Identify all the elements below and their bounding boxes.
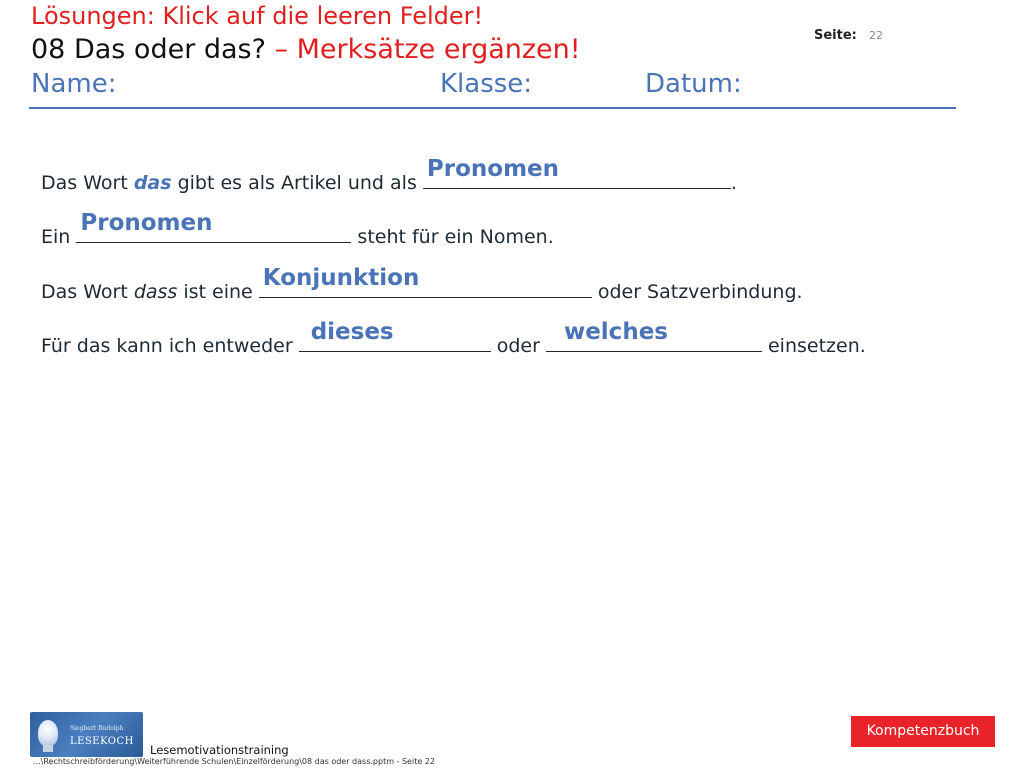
sentence-2: [41, 210, 554, 250]
sentence-text: oder: [490, 335, 546, 357]
answer-1[interactable]: Pronomen: [426, 156, 560, 182]
leskoch-logo: [30, 712, 143, 757]
title-subtitle: Merksätze ergänzen!: [296, 34, 581, 65]
blank-field-2[interactable]: [76, 210, 351, 243]
logo-brand: LESEKOCH: [70, 736, 134, 747]
sentence-text: gibt es als Artikel und als: [171, 172, 423, 194]
blank-field-5[interactable]: [546, 319, 762, 352]
kompetenzbuch-button[interactable]: Kompetenzbuch: [851, 716, 995, 747]
sentence-text: Das Wort: [41, 281, 134, 303]
sentence-text: Für das kann ich entweder: [41, 335, 299, 357]
sentence-text: ist eine: [177, 281, 259, 303]
logo-author: Siegbert Rudolph: [70, 725, 124, 732]
sentence-text: oder Satzverbindung.: [591, 281, 803, 303]
lightbulb-icon: [38, 720, 58, 746]
solutions-hint: Lösungen: Klick auf die leeren Felder!: [31, 2, 484, 30]
class-label: Klasse:: [440, 69, 533, 99]
keyword-dass: dass: [133, 281, 178, 303]
page-title: [31, 32, 581, 68]
date-label: Datum:: [645, 69, 742, 99]
answer-5[interactable]: welches: [563, 319, 668, 345]
keyword-das: das: [133, 172, 172, 194]
name-label: Name:: [31, 69, 117, 99]
header-divider: [29, 107, 956, 109]
page-number: 22: [869, 29, 883, 42]
page-label: Seite:: [814, 28, 857, 43]
sentence-text: Ein: [41, 226, 77, 248]
blank-field-4[interactable]: [299, 319, 491, 352]
blank-field-3[interactable]: [259, 265, 592, 298]
answer-3[interactable]: Konjunktion: [262, 265, 420, 291]
sentence-3: [41, 265, 803, 305]
sentence-text: einsetzen.: [761, 335, 866, 357]
lightbulb-base: [43, 745, 53, 752]
answer-2[interactable]: Pronomen: [80, 210, 213, 236]
sentence-1: [41, 156, 737, 196]
blank-field-1[interactable]: [423, 156, 731, 189]
title-separator: –: [265, 34, 297, 65]
sentence-text: Das Wort: [41, 172, 134, 194]
footer-file-path: ...\Rechtschreibförderung\Weiterführende Schulen\Einzelförderung\08 das oder dass.pptm - Seite 22: [33, 757, 435, 766]
sentence-text: .: [730, 172, 737, 194]
answer-4[interactable]: dieses: [310, 319, 394, 345]
sentence-text: steht für ein Nomen.: [351, 226, 554, 248]
sentence-4: [41, 319, 866, 359]
title-main: 08 Das oder das?: [31, 34, 266, 65]
footer-title: Lesemotivationstraining: [150, 743, 289, 757]
